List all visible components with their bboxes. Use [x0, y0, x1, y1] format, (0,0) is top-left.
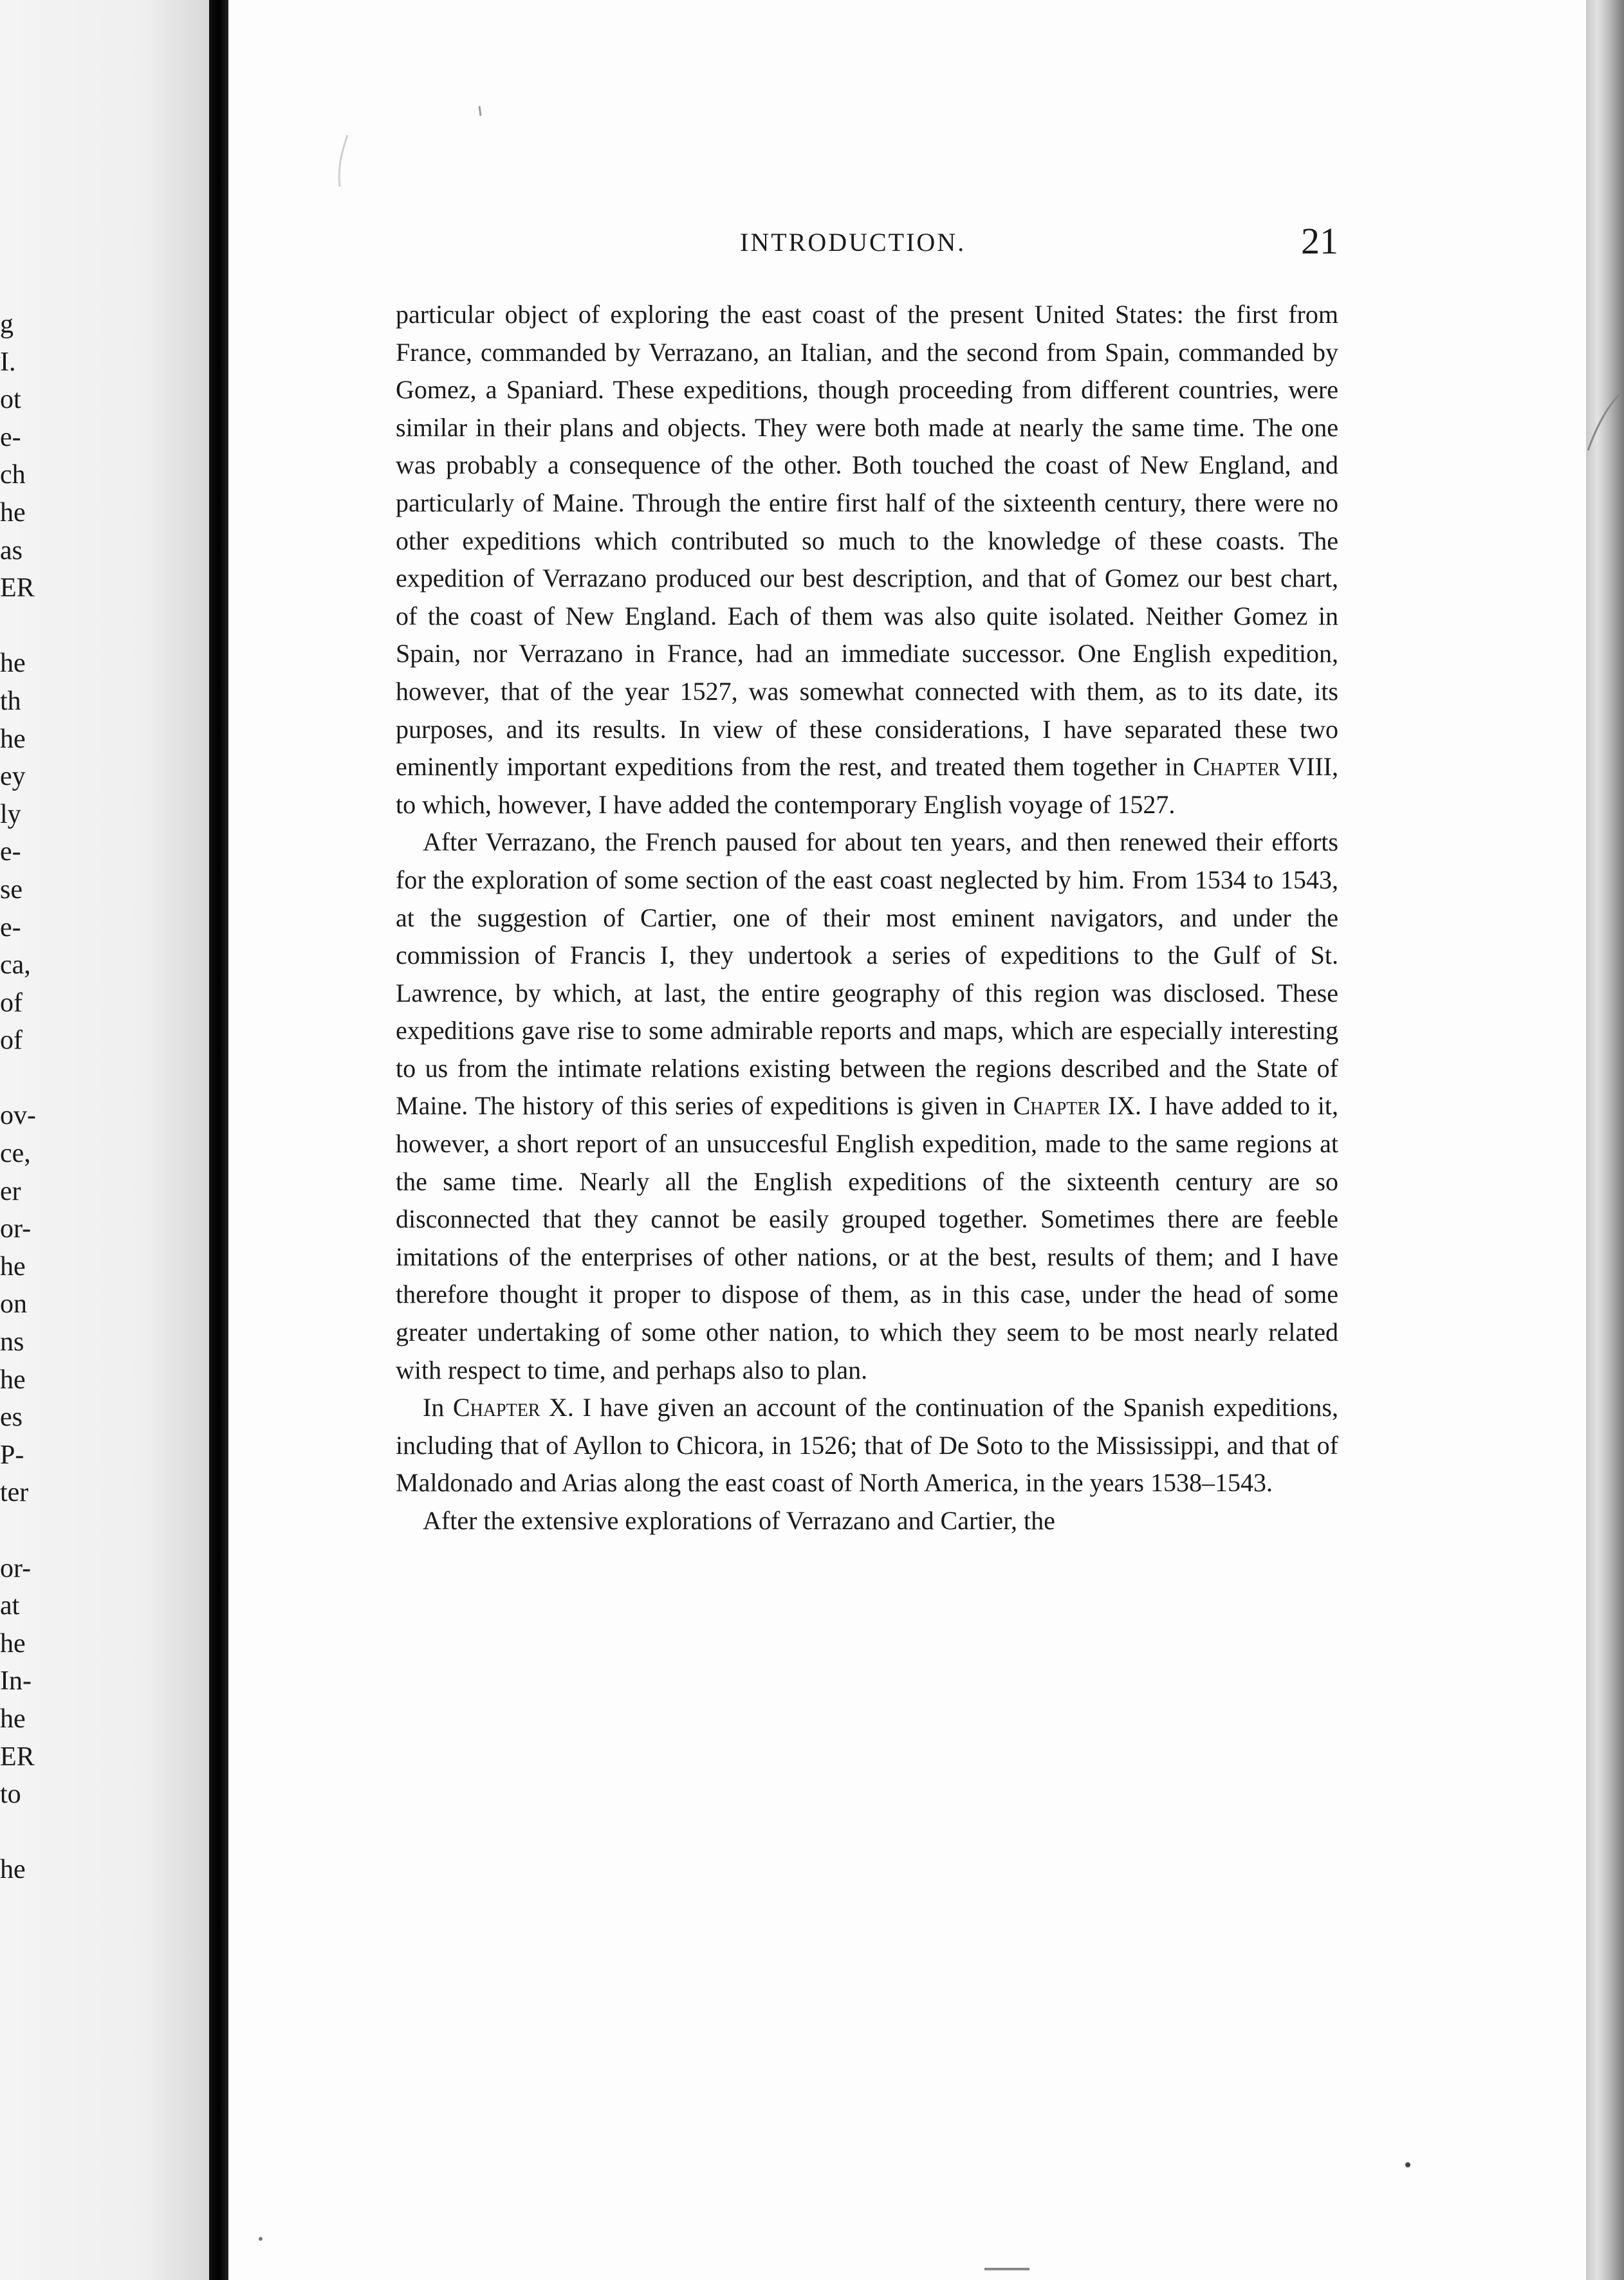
page-number: 21	[1301, 220, 1338, 262]
facing-page-fragment: ey	[0, 762, 26, 792]
facing-page-fragment: se	[0, 874, 23, 905]
facing-page-fragment: th	[0, 686, 21, 716]
paragraph	[396, 1389, 1338, 1502]
facing-page-fragment: at	[0, 1591, 20, 1621]
facing-page-fragment: ch	[0, 460, 26, 490]
facing-page-fragment: he	[0, 1365, 26, 1395]
facing-page-fragment: he	[0, 1704, 26, 1734]
facing-page-fragment	[0, 1814, 77, 1852]
book-gutter	[209, 0, 228, 2280]
facing-page-fragment	[0, 1060, 77, 1098]
facing-page-fragment: on	[0, 1289, 27, 1319]
facing-page-fragment: he	[0, 724, 26, 754]
facing-page-fragment: e-	[0, 837, 21, 867]
paragraph	[396, 1502, 1338, 1540]
facing-page-fragment: ce,	[0, 1139, 31, 1169]
page-header	[740, 222, 1345, 267]
chapter-reference: Chapter	[1013, 1091, 1101, 1121]
facing-page-fragment: e-	[0, 912, 21, 942]
facing-page-fragment: ER	[0, 573, 35, 603]
facing-page-fragment: In-	[0, 1666, 32, 1696]
facing-page-fragment: ER	[0, 1742, 35, 1772]
paragraph-text: After Verrazano, the French paused for about ten years, and then renewed their efforts for the exploration of some section of the east coast neglected by him. From 1534 to 1543, at the suggestion of Cartier, one of their most eminent navigators, and under the commission of Francis I, they undertook a series of expeditions to the Gulf of St. Lawrence, by which, at last, the entire geography of this region was disclosed. These expeditions gave rise to some admirable reports and maps, which are especially interesting to us from the intimate relations existing between the regions described and the State of Maine. The history of this series of expeditions is given in	[396, 827, 1338, 1121]
running-head: INTRODUCTION.	[740, 228, 966, 257]
facing-page-fragment: P-	[0, 1440, 24, 1470]
facing-page-fragment: he	[0, 648, 26, 679]
facing-page-fragment: of	[0, 1025, 23, 1056]
facing-page-fragment: or-	[0, 1214, 32, 1244]
facing-page-fragment: ca,	[0, 950, 31, 980]
facing-page-fragment: to	[0, 1779, 21, 1810]
facing-page-fragment: ov-	[0, 1101, 36, 1131]
facing-page-fragment	[0, 607, 77, 645]
facing-page-fragment: or-	[0, 1553, 32, 1583]
facing-page-fragment: he	[0, 497, 26, 528]
facing-page-fragment	[0, 1512, 77, 1550]
page-edge-shadow	[1586, 0, 1624, 2280]
paragraph-text: In	[423, 1393, 453, 1422]
facing-page-fragment: he	[0, 1628, 26, 1659]
facing-page-fragment: ns	[0, 1327, 24, 1357]
facing-page-fragment: ly	[0, 799, 21, 829]
facing-page-fragment: of	[0, 988, 23, 1018]
paragraph-text: VIII, to which, however, I have added the contemporary English voyage of 1527.	[396, 752, 1338, 819]
facing-page-fragment: he	[0, 1251, 26, 1282]
paragraph-text: particular object of exploring the east coast of the present United States: the first from France, commanded by Verrazano, an Italian, and the second from Spain, commanded by Gomez, a Spaniard. These expeditions, though proceeding from different countries, were similar in their plans and objects. They were both made at nearly the same time. The one was probably a consequence of the other. Both touched the coast of New England, and particularly of Maine. Through the entire first half of the sixteenth century, there were no other expeditions which contributed so much to the knowledge of these coasts. The expedition of Verrazano produced our best description, and that of Gomez our best chart, of the coast of New England. Each of them was also quite isolated. Neither Gomez in Spain, nor Verrazano in France, had an immediate successor. One English expedition, however, that of the year 1527, was somewhat connected with them, as to its date, its purposes, and its results. In view of these considerations, I have separated these two eminently important expeditions from the rest, and treated them together in	[396, 300, 1338, 782]
paragraph	[396, 823, 1338, 1389]
facing-page-fragment: g	[0, 309, 14, 339]
facing-page-fragment: er	[0, 1176, 21, 1206]
facing-page-fragment: es	[0, 1402, 23, 1433]
paragraph-text: After the extensive explorations of Verrazano and Cartier, the	[423, 1506, 1055, 1535]
paragraph-text: IX. I have added to it, however, a short report of an unsuccesful English expedition, made to the same regions at the same time. Nearly all the English expeditions of the sixteenth century are so disconnected that they cannot be easily grouped together. Sometimes there are feeble imitations of the enterprises of other nations, or at the best, results of them; and I have therefore thought it proper to dispose of them, as in this case, under the head of some greater undertaking of some other nation, to which they seem to be most nearly related with respect to time, and perhaps also to plan.	[396, 1091, 1338, 1384]
chapter-reference: Chapter	[452, 1393, 540, 1422]
facing-page-fragment: he	[0, 1855, 26, 1885]
facing-page-fragment: e-	[0, 422, 21, 452]
paragraph	[396, 296, 1338, 823]
facing-page-line-fragments	[0, 306, 77, 1889]
body-text	[396, 296, 1338, 1540]
paragraph-text: X. I have given an account of the continuation of the Spanish expeditions, including that of Ayllon to Chicora, in 1526; that of De Soto to the Mississippi, and that of Maldonado and Arias along the east coast of North America, in the years 1538–1543.	[396, 1393, 1338, 1498]
facing-page-fragment: ter	[0, 1478, 29, 1508]
facing-page-fragment: as	[0, 535, 23, 565]
facing-page-fragment: I.	[0, 347, 16, 377]
facing-page-fragment: ot	[0, 385, 21, 415]
facing-page-edge	[0, 0, 209, 2280]
chapter-reference: Chapter	[1192, 752, 1280, 782]
